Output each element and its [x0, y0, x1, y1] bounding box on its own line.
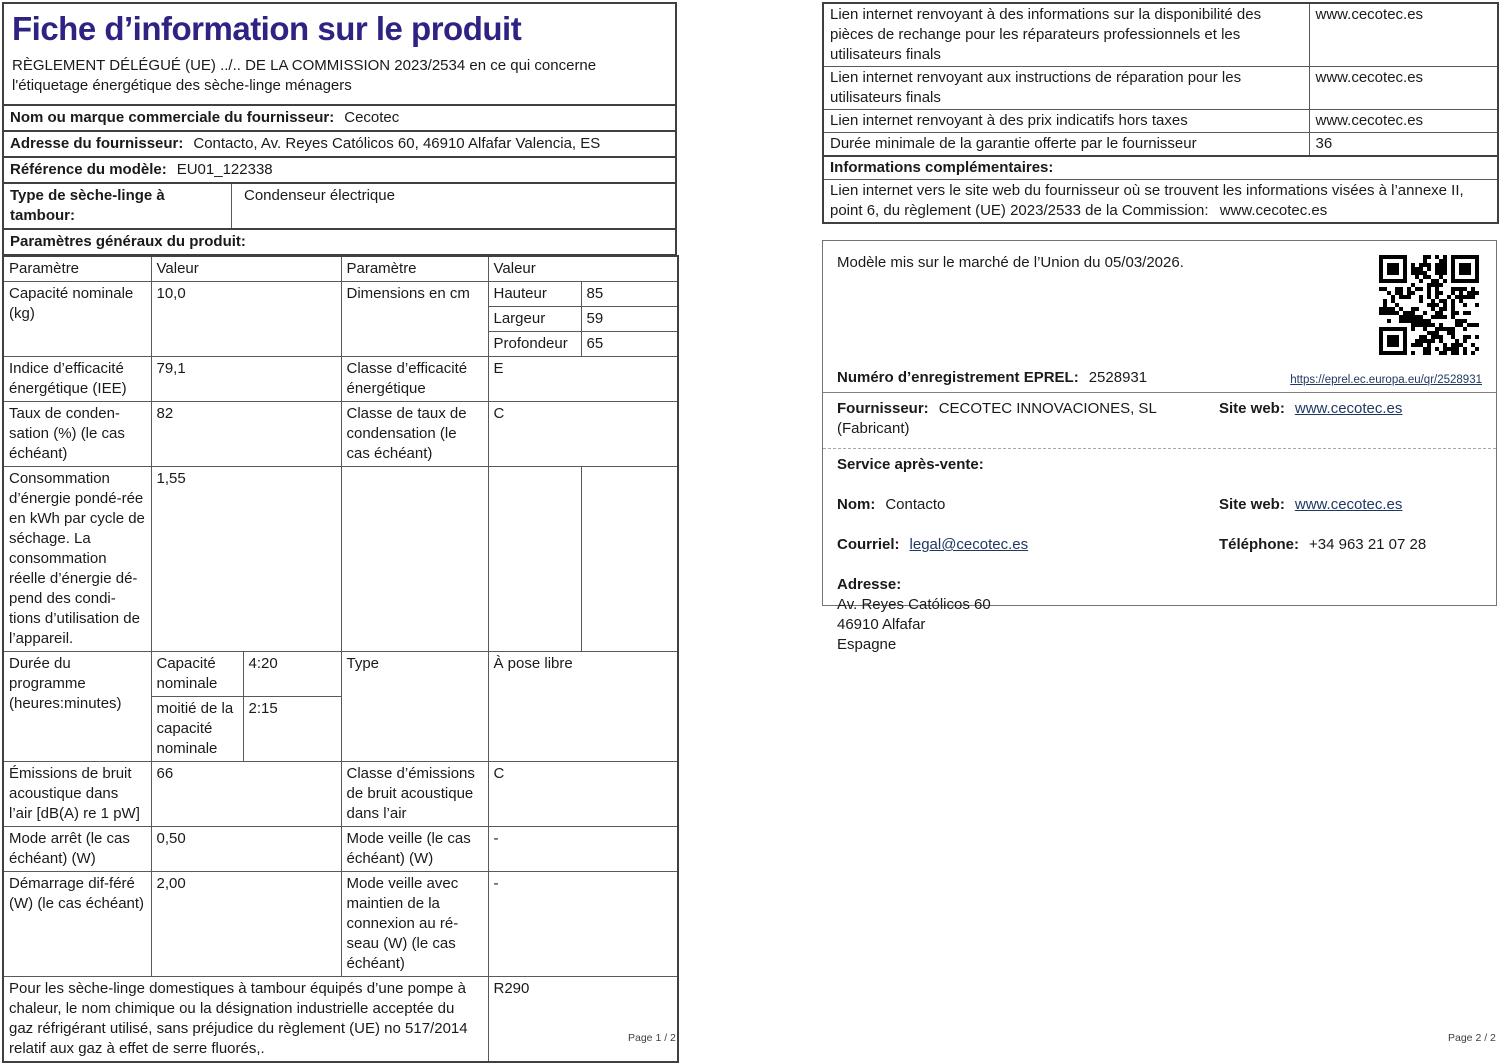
complementary-row	[823, 180, 1498, 224]
table-header-row	[3, 256, 678, 282]
duration-full-value: 4:20	[243, 652, 341, 697]
dimension-depth-value: 65	[581, 332, 678, 357]
install-type-label: Type	[341, 652, 488, 762]
header-value-1: Valeur	[151, 256, 341, 282]
market-date: Modèle mis sur le marché de l’Union du 05/03/2026.	[837, 254, 1184, 271]
manufacturer-value: CECOTEC INNOVACIONES, SL (Fabricant)	[837, 400, 1157, 437]
complementary-text-cell	[823, 180, 1498, 224]
page-2-footer: Page 2 / 2	[1448, 1032, 1496, 1044]
install-type-value: À pose libre	[488, 652, 678, 762]
model-reference-value: EU01_122338	[176, 161, 273, 178]
page-title: Fiche d’information sur le produit	[12, 10, 522, 47]
complementary-text: Lien internet vers le site web du fournisseur où se trouvent les informations visées à l’annexe II, point 6, du règlement (UE) 2023/2533 de la Commission:	[830, 182, 1464, 219]
phone-value: +34 963 21 07 28	[1309, 536, 1427, 553]
supplier-info-box	[822, 240, 1497, 653]
title-block	[2, 2, 677, 106]
address-line: Espagne	[837, 636, 897, 653]
email-link[interactable]: legal@cecotec.es	[909, 536, 1029, 553]
off-mode-label: Mode arrêt (le cas échéant) (W)	[3, 827, 151, 872]
capacity-value: 10,0	[151, 282, 341, 357]
links-table	[822, 2, 1499, 224]
off-mode-value: 0,50	[151, 827, 341, 872]
condensation-class-label: Classe de taux de condensation (le cas échéant)	[341, 402, 488, 467]
service-name-row	[837, 489, 1482, 519]
service-name-value: Contacto	[885, 496, 946, 513]
duration-full-label: Capacité nominale	[151, 652, 243, 697]
duration-half-label: moitié de la capacité nominale	[151, 697, 243, 762]
warranty-label: Durée minimale de la garantie offerte par le fournisseur	[823, 133, 1309, 157]
noise-row	[3, 762, 678, 827]
service-website-label: Site web:	[1219, 496, 1285, 513]
supplier-address-label: Adresse du fournisseur:	[10, 135, 184, 152]
header-param-2: Paramètre	[341, 256, 488, 282]
refrigerant-value: R290	[488, 977, 678, 1063]
energy-label: Consommation d’énergie pondé-rée en kWh par cycle de séchage. La consommation réelle d’énergie dé-pend des condi-tions d’utilisation de l’appareil.	[3, 467, 151, 652]
warranty-row	[823, 133, 1498, 157]
dryer-type-value: Condenseur électrique	[244, 187, 395, 204]
iee-value: 79,1	[151, 357, 341, 402]
energy-value: 1,55	[151, 467, 341, 652]
model-reference-label: Référence du modèle:	[10, 161, 167, 178]
general-parameters-row	[2, 230, 677, 256]
eprel-number: 2528931	[1088, 369, 1148, 386]
regulation-text: RÈGLEMENT DÉLÉGUÉ (UE) ../.. DE LA COMMISSION 2023/2534 en ce qui concerne l'étiquetage énergétique des sèche-linge ménagers	[12, 57, 597, 94]
link-row	[823, 3, 1498, 67]
noise-class-value: C	[488, 762, 678, 827]
noise-class-label: Classe d’émissions de bruit acoustique dans l’air	[341, 762, 488, 827]
programme-duration-row	[3, 652, 678, 697]
link-label: Lien internet renvoyant à des prix indicatifs hors taxes	[823, 110, 1309, 133]
off-mode-row	[3, 827, 678, 872]
eprel-link[interactable]: https://eprel.ec.europa.eu/qr/2528931	[1290, 374, 1482, 386]
energy-efficiency-row	[3, 357, 678, 402]
supplier-address-row	[2, 132, 677, 158]
general-parameters-table	[2, 255, 679, 1063]
standby-label: Mode veille (le cas échéant) (W)	[341, 827, 488, 872]
contact-row	[837, 529, 1482, 559]
header-value-2: Valeur	[488, 256, 678, 282]
warranty-value: 36	[1309, 133, 1498, 157]
manufacturer-row	[837, 393, 1482, 443]
condensation-label: Taux de conden-sation (%) (le cas échéant)	[3, 402, 151, 467]
iee-class-value: E	[488, 357, 678, 402]
product-sheet-page-1	[2, 2, 677, 1063]
supplier-name-row	[2, 106, 677, 132]
website-link[interactable]: www.cecotec.es	[1294, 400, 1403, 417]
link-value: www.cecotec.es	[1309, 110, 1498, 133]
capacity-label: Capacité nominale (kg)	[3, 282, 151, 357]
refrigerant-text: Pour les sèche-linge domestiques à tambour équipés d’une pompe à chaleur, le nom chimique ou la désignation industrielle acceptée du gaz réfrigérant utilisé, sans préjudice du règlement (UE) no 517/2014 relatif aux gaz à effet de serre fluorés,.	[3, 977, 488, 1063]
network-standby-label: Mode veille avec maintien de la connexion au ré-seau (W) (le cas échéant)	[341, 872, 488, 977]
complementary-url: www.cecotec.es	[1219, 202, 1328, 219]
iee-class-label: Classe d’efficacité énergétique	[341, 357, 488, 402]
eprel-label: Numéro d’enregistrement EPREL:	[837, 369, 1079, 386]
condensation-value: 82	[151, 402, 341, 467]
service-name-label: Nom:	[837, 496, 876, 513]
dimension-height-label: Hauteur	[488, 282, 581, 307]
iee-label: Indice d’efficacité énergétique (IEE)	[3, 357, 151, 402]
dimensions-label: Dimensions en cm	[341, 282, 488, 357]
standby-value: -	[488, 827, 678, 872]
eprel-row	[837, 369, 1482, 386]
complementary-header-row	[823, 156, 1498, 180]
address-line: Av. Reyes Católicos 60	[837, 596, 991, 613]
website-label: Site web:	[1219, 400, 1285, 417]
duration-label: Durée du programme (heures:minutes)	[3, 652, 151, 762]
after-sales-header: Service après-vente:	[837, 456, 984, 473]
page-1-footer: Page 1 / 2	[628, 1032, 676, 1044]
empty-cell	[488, 467, 581, 652]
delayed-start-row	[3, 872, 678, 977]
dimension-height-value: 85	[581, 282, 678, 307]
link-value: www.cecotec.es	[1309, 67, 1498, 110]
link-value: www.cecotec.es	[1309, 3, 1498, 67]
noise-label: Émissions de bruit acoustique dans l’air [dB(A) re 1 pW]	[3, 762, 151, 827]
dimension-width-label: Largeur	[488, 307, 581, 332]
phone-label: Téléphone:	[1219, 536, 1300, 553]
supplier-name-label: Nom ou marque commerciale du fournisseur:	[10, 109, 335, 126]
condensation-row	[3, 402, 678, 467]
address-label: Adresse:	[837, 576, 902, 593]
header-param-1: Paramètre	[3, 256, 151, 282]
condensation-class-value: C	[488, 402, 678, 467]
supplier-address-value: Contacto, Av. Reyes Católicos 60, 46910 Alfafar Valencia, ES	[193, 135, 601, 152]
duration-half-value: 2:15	[243, 697, 341, 762]
dryer-type-label: Type de sèche-linge à tambour:	[4, 184, 232, 228]
dimension-width-value: 59	[581, 307, 678, 332]
general-parameters-label: Paramètres généraux du produit:	[10, 233, 246, 250]
energy-consumption-row	[3, 467, 678, 652]
capacity-row	[3, 282, 678, 307]
refrigerant-row	[3, 977, 678, 1063]
email-label: Courriel:	[837, 536, 900, 553]
noise-value: 66	[151, 762, 341, 827]
delayed-start-label: Démarrage dif-féré (W) (le cas échéant)	[3, 872, 151, 977]
manufacturer-label: Fournisseur:	[837, 400, 929, 417]
link-label: Lien internet renvoyant aux instructions de réparation pour les utilisateurs finals	[823, 67, 1309, 110]
supplier-name-value: Cecotec	[344, 109, 400, 126]
delayed-start-value: 2,00	[151, 872, 341, 977]
dryer-type-row	[2, 184, 677, 230]
model-reference-row	[2, 158, 677, 184]
network-standby-value: -	[488, 872, 678, 977]
complementary-header: Informations complémentaires:	[823, 156, 1498, 180]
link-row	[823, 110, 1498, 133]
qr-code	[1379, 255, 1479, 355]
link-label: Lien internet renvoyant à des informations sur la disponibilité des pièces de rechange pour les réparateurs professionnels et les utilisateurs finals	[823, 3, 1309, 67]
service-website-link[interactable]: www.cecotec.es	[1294, 496, 1403, 513]
empty-cell	[581, 467, 678, 652]
address-block	[837, 569, 1482, 659]
link-row	[823, 67, 1498, 110]
dimension-depth-label: Profondeur	[488, 332, 581, 357]
empty-cell	[341, 467, 488, 652]
product-sheet-page-2	[822, 2, 1497, 653]
address-line: 46910 Alfafar	[837, 616, 926, 633]
